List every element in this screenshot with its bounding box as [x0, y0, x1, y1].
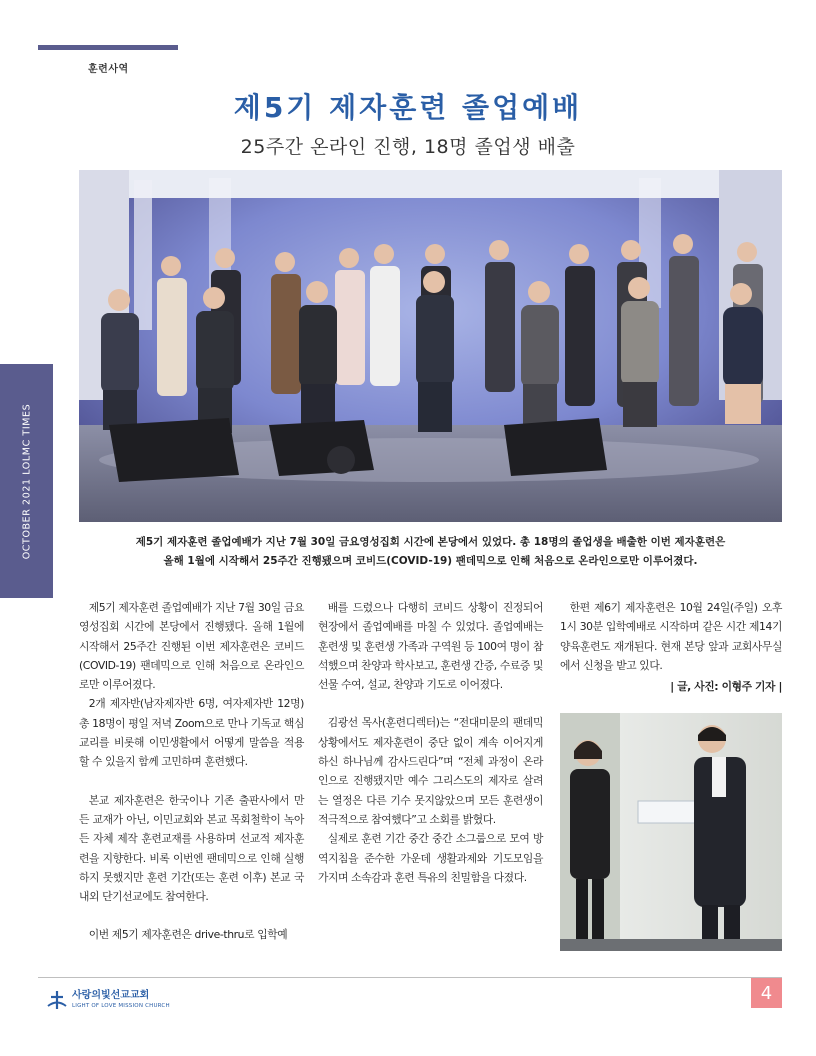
article-column-3: [560, 598, 782, 696]
paragraph: 한편 제6기 제자훈련은 10월 24일(주일) 오후 1시 30분 입학예배로 시작하며 같은 시간 제14기 양육훈련도 재개된다. 현재 본당 앞과 교회사무실에서 신청을 받고 있다.: [560, 601, 782, 672]
caption-line: 올해 1월에 시작해서 25주간 진행됐으며 코비드(COVID-19) 팬데믹으로 인해 처음으로 온라인으로만 이루어졌다.: [163, 555, 698, 567]
paragraph: 실제로 훈련 기간 중간 중간 소그룹으로 모여 방역지침을 준수한 가운데 생활과제와 기도모임을 가지며 소속감과 훈련 특유의 친밀함을 다졌다.: [318, 832, 543, 884]
church-name: 사랑의빛선교교회: [72, 990, 150, 1001]
section-label: 훈련사역: [88, 64, 129, 75]
byline-credit: | 글, 사진: 이형주 기자 |: [670, 680, 782, 694]
church-logo-icon: [46, 989, 68, 1011]
paragraph: 김광선 목사(훈련디렉터)는 “전대미문의 팬데믹 상황에서도 제자훈련이 중단 없이 계속 이어지게 하신 하나님께 감사드린다”며 “전체 과정이 온라인으로 진행됐지만 예수 그리스도의 제자로 살려는 열정은 다른 기수 못지않았으며 모든 훈련생이 적극적으로 참여했다”고 소회를 밝혔다.: [318, 716, 543, 826]
article-subtitle: 25주간 온라인 진행, 18명 졸업생 배출: [240, 136, 576, 158]
church-name-english: LIGHT OF LOVE MISSION CHURCH: [72, 1003, 170, 1009]
photo-caption: [79, 533, 782, 571]
caption-line: 제5기 제자훈련 졸업예배가 지난 7월 30일 금요영성집회 시간에 본당에서 있었다. 총 18명의 졸업생을 배출한 이번 제자훈련은: [135, 536, 726, 548]
article-column-2: [318, 598, 543, 887]
paragraph: 배를 드렸으나 다행히 코비드 상황이 진정되어 현장에서 졸업예배를 마칠 수 있었다. 졸업예배는 훈련생 및 훈련생 가족과 구역원 등 100여 명이 참석했으며 찬양과 학사보고, 훈련생 간증, 수료증 및 선물 수여, 설교, 찬양과 기도로 이어졌다.: [318, 601, 543, 692]
paragraph: 제5기 제자훈련 졸업예배가 지난 7월 30일 금요영성집회 시간에 본당에서 진행됐다. 올해 1월에 시작해서 25주간 진행된 이번 제자훈련은 코비드(COVID-19) 팬데믹으로 인해 처음으로 온라인으로만 이루어졌다.: [79, 601, 304, 692]
paragraph: 이번 제5기 제자훈련은 drive-thru로 입학예: [88, 928, 288, 942]
certificate-presentation-photo: [560, 713, 782, 951]
graduation-group-photo: [79, 170, 782, 522]
side-issue-label: OCTOBER 2021 LOLMC TIMES: [21, 403, 33, 559]
page-number-badge: 4: [751, 978, 782, 1008]
paragraph: 2개 제자반(남자제자반 6명, 여자제자반 12명) 총 18명이 평일 저녁 Zoom으로 만나 기독교 핵심교리를 비롯해 이민생활에서 어떻게 말씀을 적용할 수 있을지 함께 고민하며 훈련했다.: [79, 697, 304, 769]
article-column-1: [79, 598, 304, 945]
side-issue-tab: [0, 364, 53, 598]
church-logo: [46, 989, 170, 1011]
top-accent-rule: [38, 45, 178, 50]
paragraph: 본교 제자훈련은 한국이나 기존 출판사에서 만든 교재가 아닌, 이민교회와 본교 목회철학이 녹아든 자체 제작 훈련교재를 사용하며 선교적 제자훈련을 지향한다. 비록 이번엔 팬데믹으로 인해 실행하지 못했지만 훈련 기간(또는 훈련 이후) 본교 국내외 단기선교에도 참여한다.: [79, 793, 304, 904]
footer-rule: [38, 977, 782, 978]
article-title: 제5기 제자훈련 졸업예배: [233, 91, 583, 124]
